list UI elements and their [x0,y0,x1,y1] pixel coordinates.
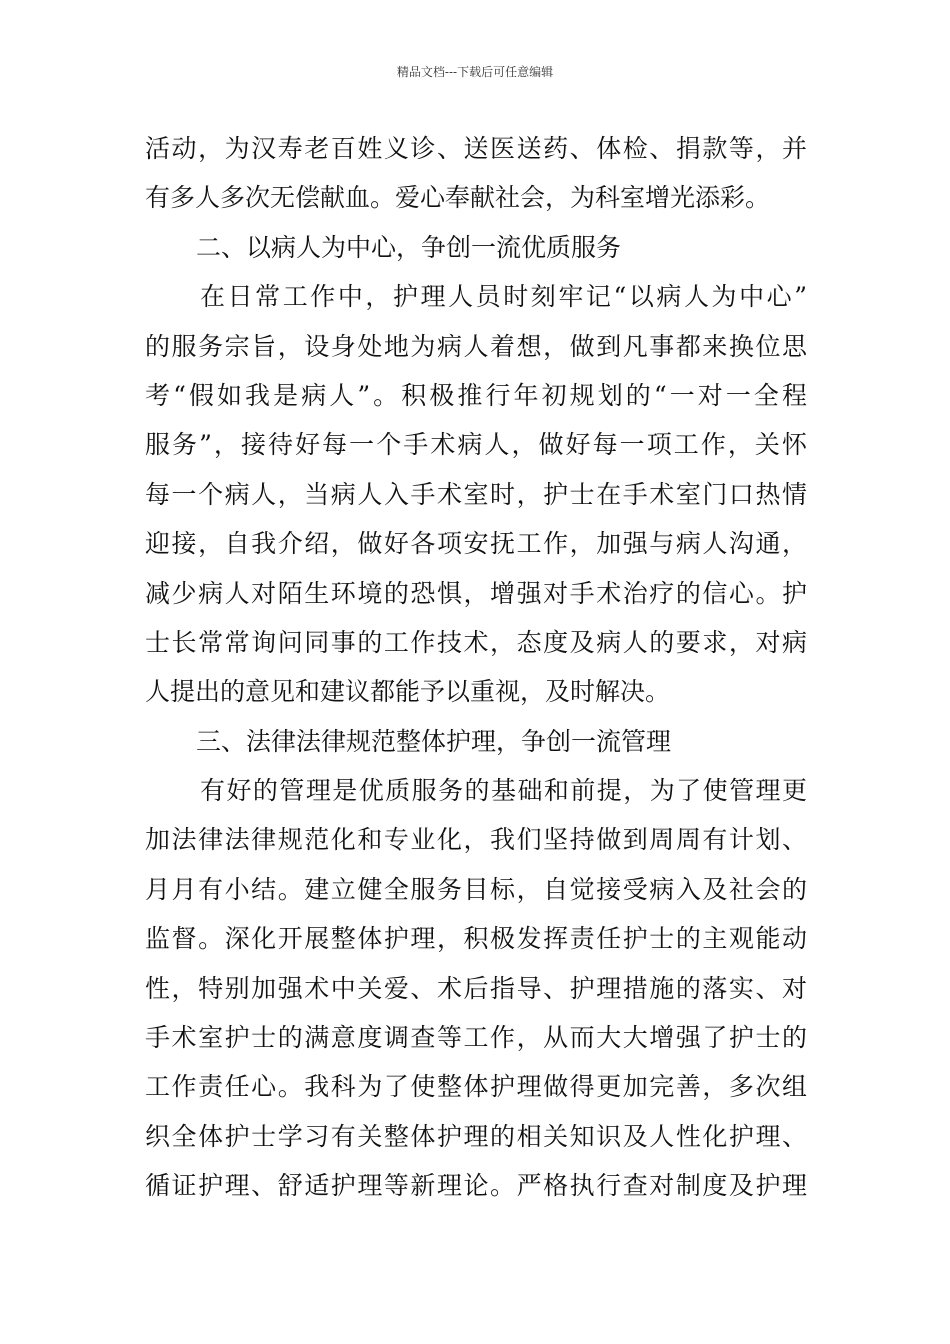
text-line: 在日常工作中，护理人员时刻牢记“以病人为中心” [200,282,807,312]
text-line: 监督。深化开展整体护理，积极发挥责任护士的主观能动 [145,924,807,954]
text-line: 考“假如我是病人”。积极推行年初规划的“一对一全程 [145,380,807,410]
text-line: 每一个病人，当病人入手术室时，护士在手术室门口热情 [145,479,807,509]
text-line: 迎接，自我介绍，做好各项安抚工作，加强与病人沟通， [145,529,807,559]
text-line: 织全体护士学习有关整体护理的相关知识及人性化护理、 [145,1121,807,1151]
text-line: 士长常常询问同事的工作技术，态度及病人的要求，对病 [145,627,807,657]
text-line: 循证护理、舒适护理等新理论。严格执行查对制度及护理 [145,1171,807,1201]
text-line: 有多人多次无偿献血。爱心奉献社会，为科室增光添彩。 [145,183,771,213]
text-line: 活动，为汉寿老百姓义诊、送医送药、体检、捐款等，并 [145,134,807,163]
section-heading: 二、以病人为中心，争创一流优质服务 [196,232,622,262]
section-heading: 三、法律法律规范整体护理，争创一流管理 [196,726,672,756]
text-line: 工作责任心。我科为了使整体护理做得更加完善，多次组 [145,1072,807,1102]
text-line: 人提出的意见和建议都能予以重视，及时解决。 [145,677,671,707]
text-line: 减少病人对陌生环境的恐惧，增强对手术治疗的信心。护 [145,578,807,608]
text-line: 服务”，接待好每一个手术病人，做好每一项工作，关怀 [145,430,807,460]
page-header: 精品文档---下载后可任意编辑 [396,65,554,79]
text-line: 性，特别加强术中关爱、术后指导、护理措施的落实、对 [145,973,807,1003]
document-body [145,124,807,1211]
text-line: 手术室护士的满意度调查等工作，从而大大增强了护士的 [145,1023,807,1053]
text-line: 月月有小结。建立健全服务目标，自觉接受病入及社会的 [145,874,807,904]
text-line: 加法律法律规范化和专业化，我们坚持做到周周有计划、 [145,825,807,855]
text-line: 的服务宗旨，设身处地为病人着想，做到凡事都来换位思 [145,331,807,361]
text-line: 有好的管理是优质服务的基础和前提，为了使管理更 [200,776,807,806]
